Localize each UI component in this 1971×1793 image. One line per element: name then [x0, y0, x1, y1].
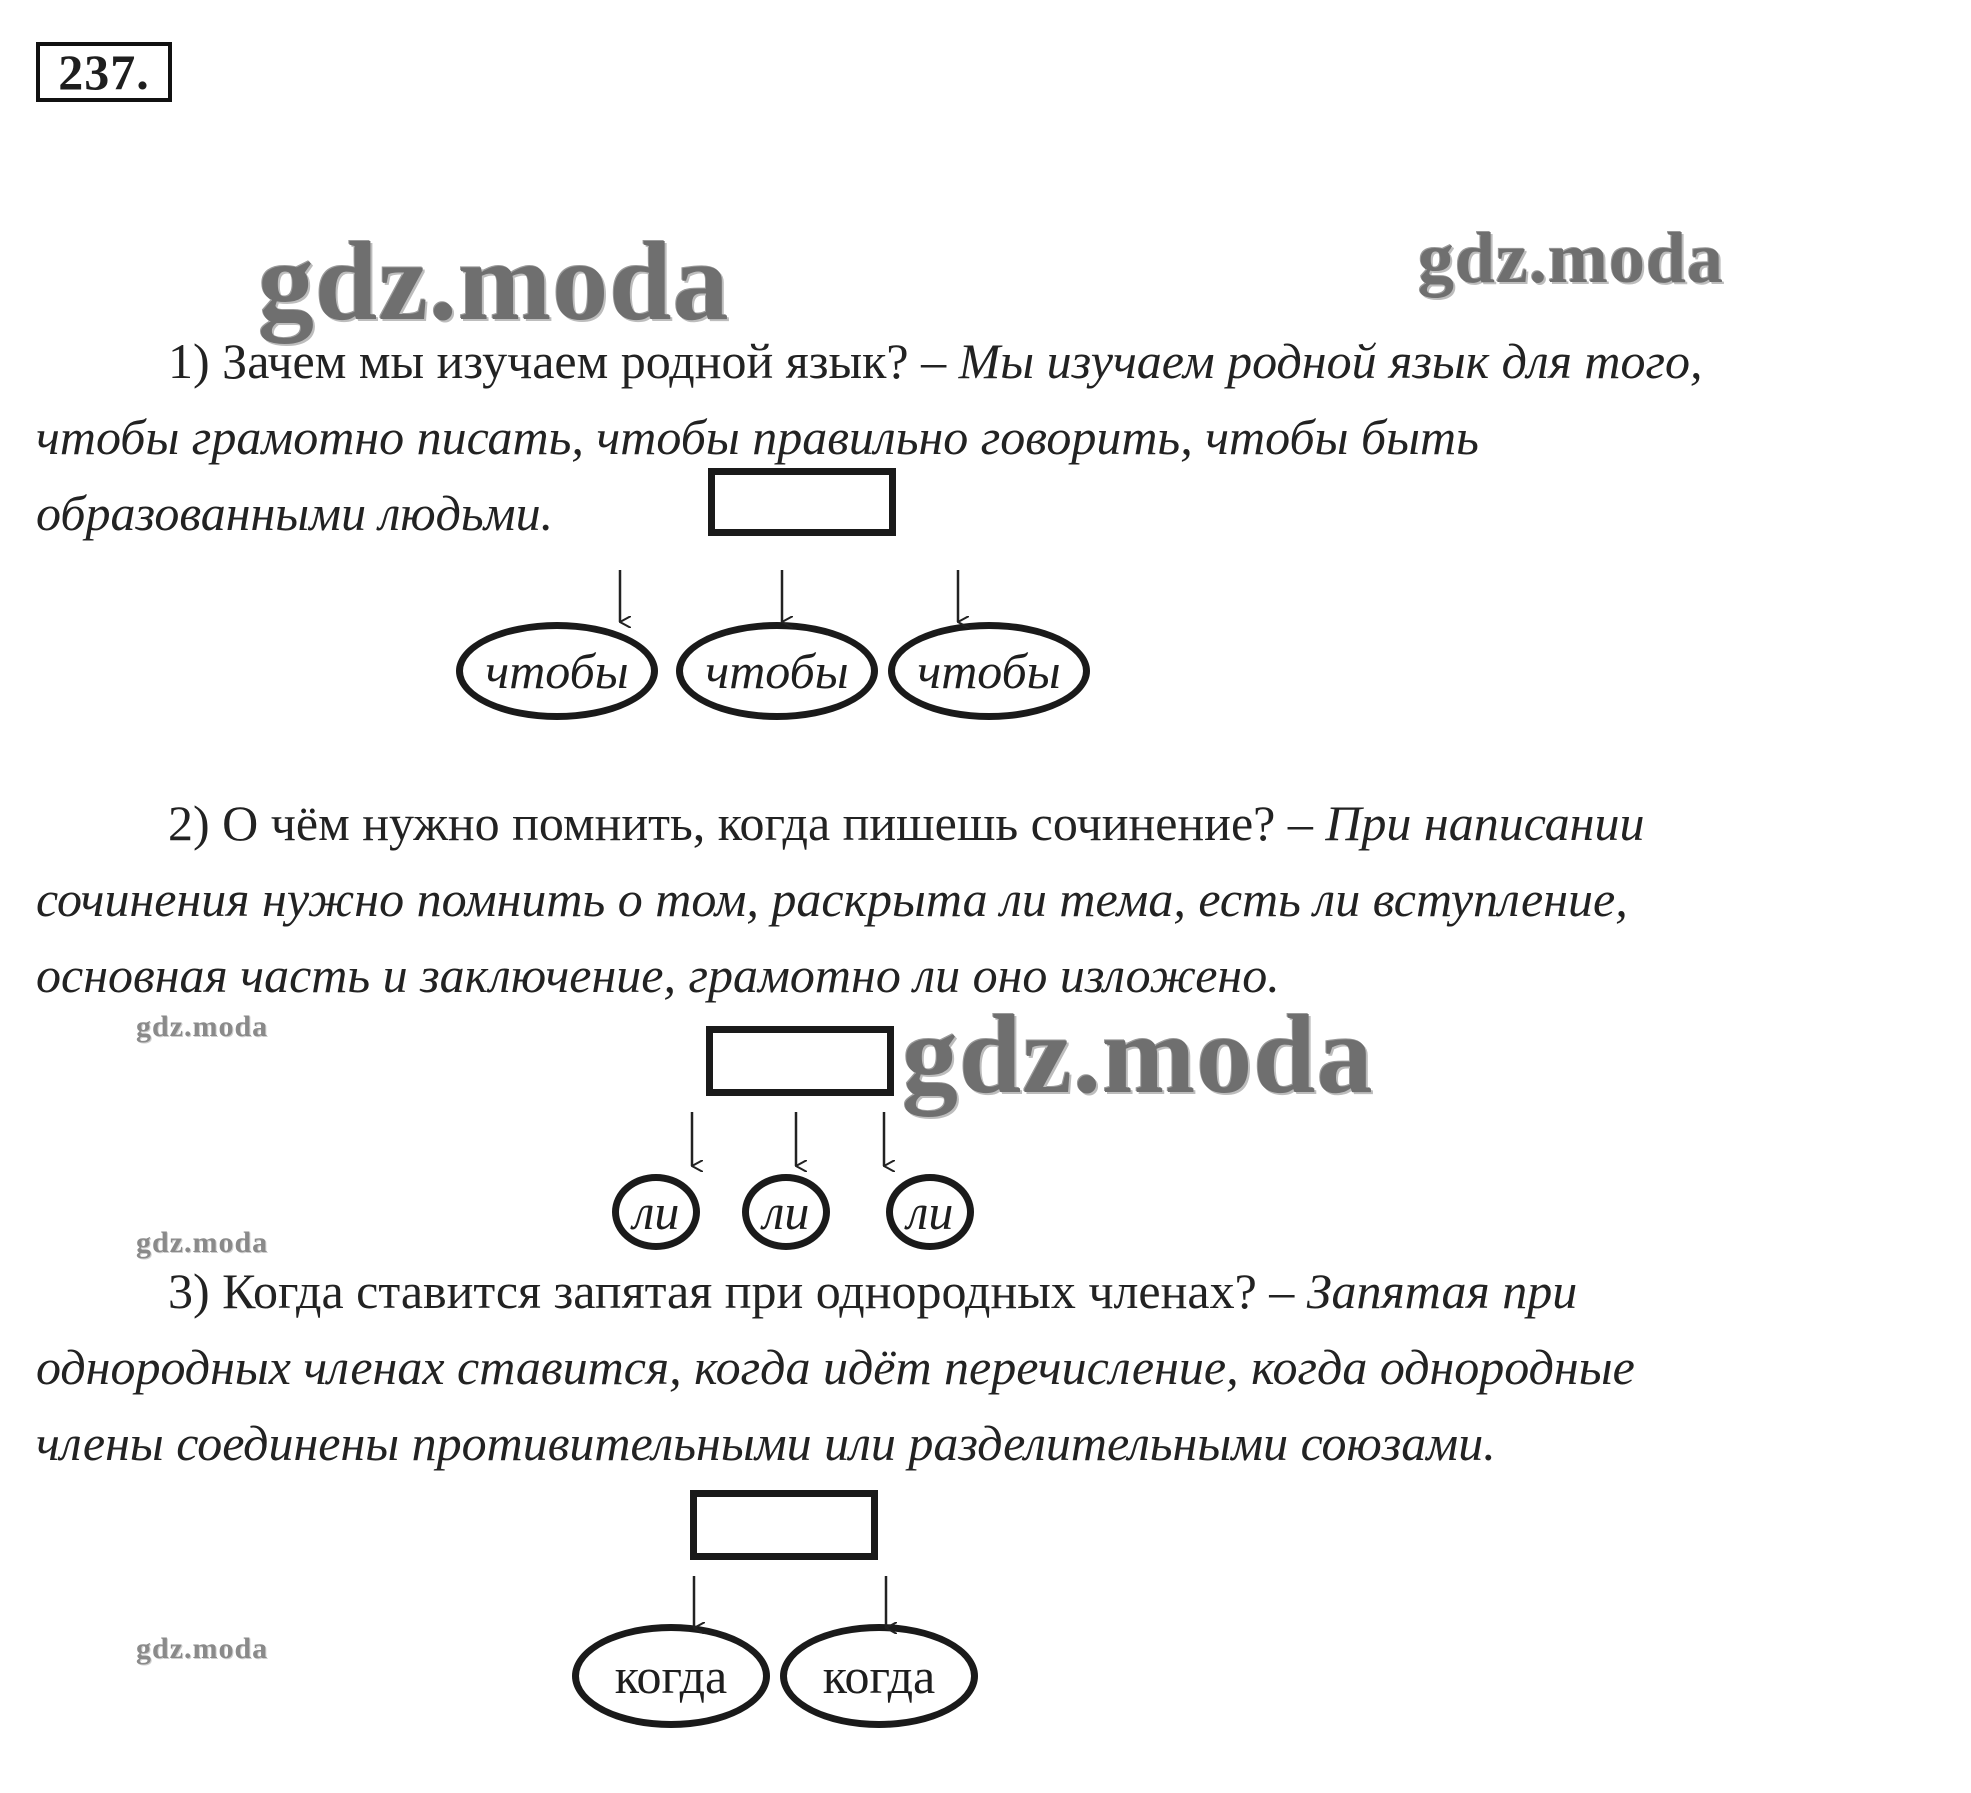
watermark-small-3: gdz.moda	[136, 1632, 269, 1665]
q2-scheme-word-2: ли	[742, 1174, 830, 1250]
q3-line-3: члены соединены противительными или разделительными союзами.	[36, 1415, 1496, 1471]
q1-question: 1) Зачем мы изучаем родной язык? –	[168, 333, 959, 389]
q2-question: 2) О чём нужно помнить, когда пишешь сочинение? –	[168, 795, 1326, 851]
exercise-number: 237.	[36, 42, 172, 102]
q1-scheme-word-1: чтобы	[456, 622, 658, 720]
q3-scheme-word-1: когда	[572, 1624, 770, 1728]
q1-line-2: чтобы грамотно писать, чтобы правильно говорить, чтобы быть	[36, 409, 1479, 465]
q2-line-2: сочинения нужно помнить о том, раскрыта ли тема, есть ли вступление,	[36, 871, 1628, 927]
watermark-large: gdz.moda	[258, 220, 730, 344]
q2-answer-start: При написании	[1325, 795, 1645, 851]
q2-scheme-word-3: ли	[886, 1174, 974, 1250]
q1-scheme-word-3: чтобы	[888, 622, 1090, 720]
q3-line-2: однородных членах ставится, когда идёт перечисление, когда однородные	[36, 1339, 1635, 1395]
watermark-top-right: gdz.moda	[1418, 218, 1725, 298]
q3-question: 3) Когда ставится запятая при однородных членах? –	[168, 1263, 1307, 1319]
q2-scheme-word-1: ли	[612, 1174, 700, 1250]
q1-line-3: образованными людьми.	[36, 485, 554, 541]
watermark-center: gdz.moda	[902, 993, 1374, 1117]
q1-scheme-word-2: чтобы	[676, 622, 878, 720]
q2-line-3: основная часть и заключение, грамотно ли оно изложено.	[36, 947, 1280, 1003]
q3-scheme-word-2: когда	[780, 1624, 978, 1728]
watermark-small-2: gdz.moda	[136, 1226, 269, 1259]
q3-answer-start: Запятая при	[1306, 1263, 1578, 1319]
watermark-small-1: gdz.moda	[136, 1010, 269, 1043]
q1-answer-start: Мы изучаем родной язык для того,	[958, 333, 1703, 389]
